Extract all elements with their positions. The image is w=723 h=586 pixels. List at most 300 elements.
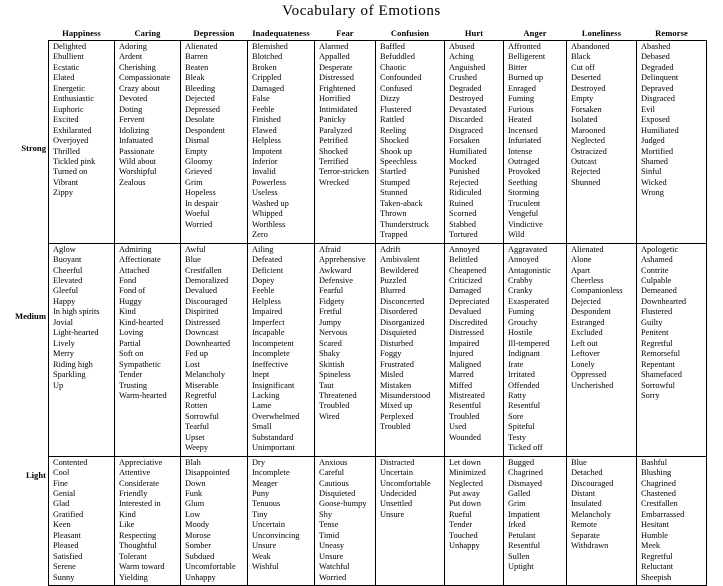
emotion-word: Chastened (641, 489, 676, 499)
emotion-word: Annoyed (449, 244, 480, 254)
emotion-word: Incompetent (252, 338, 294, 348)
emotion-word: Lonely (571, 359, 595, 369)
emotion-word: Afraid (319, 244, 341, 254)
emotion-word: Ruined (449, 198, 474, 208)
emotion-word: Bitter (508, 62, 528, 72)
emotion-word: Miserable (185, 380, 219, 390)
emotion-word: Glad (53, 499, 70, 509)
emotion-word: Apprehensive (319, 255, 366, 265)
row-label-medium: Medium (14, 311, 46, 321)
emotion-word: Overwhelmed (252, 411, 300, 421)
emotion-word: Chagrined (508, 468, 543, 478)
emotion-word: Cheapened (449, 265, 487, 275)
table-row-strong (49, 41, 707, 244)
emotion-word: Debased (641, 52, 670, 62)
cell-light-confusion (376, 456, 445, 585)
emotion-word: Befuddled (380, 52, 415, 62)
emotion-word: Cut off (571, 62, 595, 72)
emotion-word: Ill-tempered (508, 338, 550, 348)
emotion-word: Fretful (319, 307, 342, 317)
cell-medium-depression (181, 243, 248, 456)
emotion-word: Evil (641, 104, 655, 114)
emotion-word: Dismayed (508, 478, 542, 488)
emotion-word: Speechless (380, 156, 417, 166)
emotion-word: Wild (508, 230, 525, 240)
emotion-word: Impotent (252, 146, 283, 156)
cell-medium-caring (115, 243, 181, 456)
emotion-word: Cheerful (53, 265, 83, 275)
emotion-word: Wounded (449, 432, 481, 442)
emotion-word: Degraded (641, 62, 674, 72)
emotion-word: Small (252, 422, 272, 432)
emotion-word: Puny (252, 489, 270, 499)
emotion-word: Impaired (252, 307, 283, 317)
emotion-word: Attached (119, 265, 150, 275)
emotion-word: Timid (319, 530, 340, 540)
emotion-word: Worried (319, 572, 347, 582)
emotion-word: Injured (449, 349, 474, 359)
emotion-word: Undecided (380, 489, 417, 499)
emotion-word: Distressed (319, 73, 354, 83)
emotion-word: Tenuous (252, 499, 281, 509)
emotion-word: Excluded (571, 328, 603, 338)
emotion-word: Deserted (571, 73, 601, 83)
emotion-word: Stunned (380, 188, 408, 198)
emotion-word: Regretful (185, 390, 217, 400)
emotion-word: Troubled (380, 422, 411, 432)
emotion-word: Deficient (252, 265, 284, 275)
emotion-word: Goose-bumpy (319, 499, 367, 509)
emotion-word: Lacking (252, 390, 280, 400)
emotion-word: Neglected (449, 478, 483, 488)
emotion-word: Thrown (380, 209, 407, 219)
emotion-word: False (252, 94, 270, 104)
emotion-word: Taken-aback (380, 198, 423, 208)
emotion-word: Interested in (119, 499, 161, 509)
emotion-word: Careful (319, 468, 345, 478)
cell-light-fear (315, 456, 376, 585)
emotion-word: Disorganized (380, 317, 425, 327)
emotion-word: Warm toward (119, 562, 165, 572)
emotion-word: Degraded (449, 83, 482, 93)
emotion-word: Aggravated (508, 244, 548, 254)
emotion-word: Vindictive (508, 219, 543, 229)
emotion-word: Crippled (252, 73, 282, 83)
emotion-word: Substandard (252, 432, 294, 442)
emotion-word: Mistaken (380, 380, 412, 390)
row-label-strong: Strong (21, 143, 46, 153)
emotion-word: Meek (641, 541, 661, 551)
emotion-word: Enthusiastic (53, 94, 94, 104)
emotion-word: Doting (119, 104, 143, 114)
emotion-word: Zero (252, 230, 268, 240)
emotion-word: Empty (571, 94, 594, 104)
cell-medium-remorse (637, 243, 707, 456)
emotion-word: Aching (449, 52, 474, 62)
column-header-caring: Caring (134, 28, 161, 38)
cell-light-depression (181, 456, 248, 585)
emotion-word: Impatient (508, 509, 541, 519)
emotion-word: Defeated (252, 255, 283, 265)
emotion-word: Tender (449, 520, 473, 530)
emotion-word: Downhearted (185, 338, 231, 348)
emotion-word: Chaotic (380, 62, 407, 72)
cell-strong-caring (115, 41, 181, 244)
emotion-word: Feeble (252, 286, 275, 296)
emotion-word: Mixed up (380, 401, 413, 411)
emotion-word: Frustrated (380, 359, 414, 369)
emotion-word: Gratified (53, 509, 84, 519)
emotion-word: Minimized (449, 468, 486, 478)
cell-strong-loneliness (567, 41, 637, 244)
emotion-word: Uncertain (252, 520, 286, 530)
emotion-word: Bleeding (185, 83, 216, 93)
emotion-word: Indignant (508, 349, 541, 359)
emotion-word: Flustered (641, 307, 673, 317)
column-header-inadequateness: Inadequateness (252, 28, 310, 38)
emotion-word: Puzzled (380, 275, 407, 285)
emotion-word: Penitent (641, 328, 669, 338)
emotion-word: Distressed (185, 317, 220, 327)
emotion-word: Put down (449, 499, 481, 509)
emotion-word: Somber (185, 541, 212, 551)
emotion-word: Sorrowful (185, 411, 219, 421)
emotion-word: Ratty (508, 390, 527, 400)
emotion-word: Feeble (252, 104, 275, 114)
emotion-word: Leftover (571, 349, 600, 359)
emotion-word: Resentful (508, 541, 541, 551)
emotion-word: Sorry (641, 390, 660, 400)
emotion-word: Apologetic (641, 244, 679, 254)
emotion-word: Worthless (252, 219, 286, 229)
emotion-word: Cautious (319, 478, 349, 488)
emotion-word: Insulated (571, 499, 602, 509)
emotion-word: Crazy about (119, 83, 160, 93)
emotion-word: Infuriated (508, 136, 542, 146)
emotion-word: Belittled (449, 255, 478, 265)
emotion-word: Black (571, 52, 591, 62)
emotion-word: Sorrowful (641, 380, 675, 390)
emotion-word: Gleeful (53, 286, 79, 296)
emotion-word: Distant (571, 489, 596, 499)
emotion-word: Judged (641, 136, 665, 146)
emotion-word: Disturbed (380, 338, 414, 348)
emotion-word: Sheepish (641, 572, 672, 582)
emotion-word: Morose (185, 530, 211, 540)
emotion-word: Glum (185, 499, 205, 509)
emotion-word: Nervous (319, 328, 348, 338)
emotion-word: Abandoned (571, 42, 610, 51)
cell-strong-confusion (376, 41, 445, 244)
column-header-confusion: Confusion (390, 28, 430, 38)
emotion-word: In despair (185, 198, 219, 208)
emotion-word: Devalued (449, 307, 482, 317)
emotion-word: Wired (319, 411, 340, 421)
emotions-table (48, 28, 707, 586)
emotion-word: Outcast (571, 156, 597, 166)
emotion-word: Spineless (319, 370, 351, 380)
emotion-word: Crabby (508, 275, 533, 285)
emotion-word: Blah (185, 457, 201, 467)
emotion-word: Unconvincing (252, 530, 300, 540)
emotion-word: Woeful (185, 209, 210, 219)
emotion-word: Humiliated (449, 146, 487, 156)
emotion-word: Terror-stricken (319, 167, 369, 177)
cell-strong-anger (504, 41, 567, 244)
emotion-word: Neglected (571, 136, 605, 146)
emotion-word: Empty (185, 146, 208, 156)
emotion-word: Criticized (449, 275, 483, 285)
emotion-word: Distressed (449, 328, 484, 338)
emotion-word: Startled (380, 167, 407, 177)
emotion-word: Dismal (185, 136, 210, 146)
emotion-word: Forsaken (449, 136, 480, 146)
cell-medium-fear (315, 243, 376, 456)
emotion-word: Moody (185, 520, 210, 530)
emotion-word: Belligerent (508, 52, 546, 62)
emotion-word: Depraved (641, 83, 674, 93)
emotion-word: Incensed (508, 125, 538, 135)
emotion-word: Unimportant (252, 443, 295, 453)
emotion-word: Despondent (185, 125, 226, 135)
emotion-word: Wrecked (319, 177, 349, 187)
emotion-word: Fond of (119, 286, 146, 296)
cell-medium-happiness (49, 243, 115, 456)
emotion-word: Sore (508, 411, 524, 421)
emotion-word: Elated (53, 73, 75, 83)
emotion-word: Bleak (185, 73, 205, 83)
emotion-word: Trusting (119, 380, 148, 390)
emotion-word: Left out (571, 338, 598, 348)
emotion-word: Whipped (252, 209, 283, 219)
emotion-word: Blue (571, 457, 587, 467)
cell-medium-confusion (376, 243, 445, 456)
emotion-word: Ambivalent (380, 255, 420, 265)
emotion-word: Petrified (319, 136, 348, 146)
emotion-word: Ineffective (252, 359, 289, 369)
emotion-word: Lost (185, 359, 200, 369)
emotion-word: Yielding (119, 572, 148, 582)
emotion-word: Turned on (53, 167, 88, 177)
emotion-word: Vibrant (53, 177, 79, 187)
emotion-word: Alienated (571, 244, 604, 254)
emotion-word: Disconcerted (380, 296, 425, 306)
emotion-word: Aglow (53, 244, 76, 254)
emotion-word: Worshipful (119, 167, 157, 177)
emotion-word: Disgraced (449, 125, 483, 135)
emotion-word: Insignificant (252, 380, 295, 390)
cell-light-anger (504, 456, 567, 585)
emotion-word: Skittish (319, 359, 345, 369)
emotion-word: Awkward (319, 265, 352, 275)
emotion-word: Abashed (641, 42, 671, 51)
emotion-word: Fine (53, 478, 68, 488)
cell-medium-anger (504, 243, 567, 456)
emotion-word: Lively (53, 338, 75, 348)
emotion-word: Ostracized (571, 146, 607, 156)
emotion-word: Dejected (571, 296, 601, 306)
emotion-word: Dopey (252, 275, 275, 285)
emotion-word: Finished (252, 115, 281, 125)
emotion-word: Contented (53, 457, 88, 467)
emotion-word: Energetic (53, 83, 85, 93)
emotion-word: Devalued (185, 286, 218, 296)
emotion-word: Depreciated (449, 296, 490, 306)
emotion-word: Discouraged (185, 296, 228, 306)
emotion-word: Affronted (508, 42, 541, 51)
emotion-word: Defensive (319, 275, 353, 285)
emotion-word: Unsure (252, 541, 277, 551)
emotion-word: Excited (53, 115, 79, 125)
emotion-word: Contrite (641, 265, 669, 275)
emotion-word: Intimidated (319, 104, 358, 114)
emotion-word: Elevated (53, 275, 83, 285)
emotion-word: Ebullient (53, 52, 84, 62)
emotion-word: Furious (508, 104, 534, 114)
emotion-word: Cheerless (571, 275, 604, 285)
emotion-word: Companionless (571, 286, 623, 296)
emotion-word: Awful (185, 244, 206, 254)
emotion-word: Shunned (571, 177, 601, 187)
emotion-word: Petulant (508, 530, 536, 540)
emotion-word: Bewildered (380, 265, 419, 275)
emotion-word: Rattled (380, 115, 405, 125)
page-title: Vocabulary of Emotions (282, 3, 441, 19)
emotion-word: Invalid (252, 167, 276, 177)
cell-light-hurt (445, 456, 504, 585)
emotion-word: Alienated (185, 42, 218, 51)
emotion-word: Unsure (319, 551, 344, 561)
emotion-word: Wrong (641, 188, 664, 198)
emotion-word: Troubled (449, 411, 480, 421)
emotion-word: Useless (252, 188, 278, 198)
emotion-word: Euphoric (53, 104, 84, 114)
emotion-word: Admiring (119, 244, 152, 254)
emotion-word: Jovial (53, 317, 74, 327)
emotion-word: Sullen (508, 551, 530, 561)
emotion-word: Put away (449, 489, 480, 499)
column-header-hurt: Hurt (464, 28, 484, 38)
emotion-word: Compassionate (119, 73, 171, 83)
emotion-word: Reluctant (641, 562, 674, 572)
emotion-word: Humble (641, 530, 668, 540)
emotion-word: Weak (252, 551, 271, 561)
emotion-word: Huggy (119, 296, 142, 306)
emotion-word: Zealous (119, 177, 146, 187)
emotion-word: Washed up (252, 198, 289, 208)
emotion-word: Anguished (449, 62, 486, 72)
emotion-word: Touched (449, 530, 478, 540)
emotion-word: Delinquent (641, 73, 679, 83)
emotion-word: Destroyed (571, 83, 606, 93)
emotion-word: Partial (119, 338, 141, 348)
emotion-word: Shocked (319, 146, 348, 156)
emotion-word: Grim (508, 499, 526, 509)
emotion-word: Vengeful (508, 209, 539, 219)
emotion-word: Punished (449, 167, 480, 177)
emotion-word: Desolate (185, 115, 215, 125)
emotion-word: Devastated (449, 104, 487, 114)
emotion-word: Ashamed (641, 255, 673, 265)
column-header-fear: Fear (336, 28, 354, 38)
cell-medium-loneliness (567, 243, 637, 456)
emotion-word: Humiliated (641, 125, 679, 135)
cell-strong-happiness (49, 41, 115, 244)
emotion-word: Meager (252, 478, 278, 488)
emotion-word: Incomplete (252, 468, 290, 478)
emotion-word: Unhappy (449, 541, 480, 551)
emotion-word: Blurred (380, 286, 406, 296)
emotion-word: Anxious (319, 457, 348, 467)
emotion-word: Incomplete (252, 349, 290, 359)
emotion-word: Fuming (508, 94, 535, 104)
emotion-word: Burned up (508, 73, 544, 83)
emotion-word: Worried (185, 219, 213, 229)
emotion-word: Tense (319, 520, 339, 530)
emotion-word: Shook up (380, 146, 412, 156)
emotion-word: Grouchy (508, 317, 538, 327)
emotion-word: Regretful (641, 551, 673, 561)
column-header-happiness: Happiness (62, 28, 101, 38)
emotion-word: Loving (119, 328, 144, 338)
emotion-word: Maligned (449, 359, 482, 369)
emotion-word: Marred (449, 370, 474, 380)
cell-strong-remorse (637, 41, 707, 244)
emotion-word: Seething (508, 177, 538, 187)
emotion-word: Heated (508, 115, 532, 125)
emotion-word: Demoralized (185, 275, 229, 285)
emotion-word: Forsaken (571, 104, 602, 114)
emotion-word: Outraged (508, 156, 540, 166)
emotion-word: Threatened (319, 390, 357, 400)
emotion-word: Blue (185, 255, 201, 265)
emotion-word: Irked (508, 520, 526, 530)
emotion-word: Marooned (571, 125, 606, 135)
cell-strong-fear (315, 41, 376, 244)
emotion-word: Resentful (449, 401, 482, 411)
row-label-light: Light (25, 470, 46, 480)
emotion-word: Melancholy (185, 370, 226, 380)
emotion-word: Subdued (185, 551, 215, 561)
emotion-word: Tiny (252, 509, 268, 519)
emotion-word: Like (119, 520, 135, 530)
emotion-word: Respecting (119, 530, 157, 540)
emotion-word: Flawed (252, 125, 277, 135)
emotion-word: Blotched (252, 52, 283, 62)
emotion-word: Sunny (53, 572, 75, 582)
emotion-word: Remote (571, 520, 598, 530)
emotion-word: Affectionate (119, 255, 161, 265)
emotion-word: Exhilarated (53, 125, 92, 135)
emotion-word: Appreciative (119, 457, 163, 467)
emotion-word: Galled (508, 489, 531, 499)
emotion-word: Regretful (641, 338, 673, 348)
emotion-word: Merry (53, 349, 74, 359)
emotion-word: Genial (53, 489, 76, 499)
emotion-word: Distracted (380, 457, 415, 467)
emotion-word: In high spirits (53, 307, 100, 317)
emotion-word: Rejected (449, 177, 479, 187)
emotion-word: Sympathetic (119, 359, 161, 369)
emotion-word: Zippy (53, 188, 74, 198)
emotion-word: Truculent (508, 198, 541, 208)
emotion-word: Irritated (508, 370, 535, 380)
emotion-word: Thrilled (53, 146, 80, 156)
emotion-word: Perplexed (380, 411, 414, 421)
emotion-word: Disordered (380, 307, 418, 317)
emotion-word: Imperfect (252, 317, 285, 327)
emotion-word: Panicky (319, 115, 346, 125)
